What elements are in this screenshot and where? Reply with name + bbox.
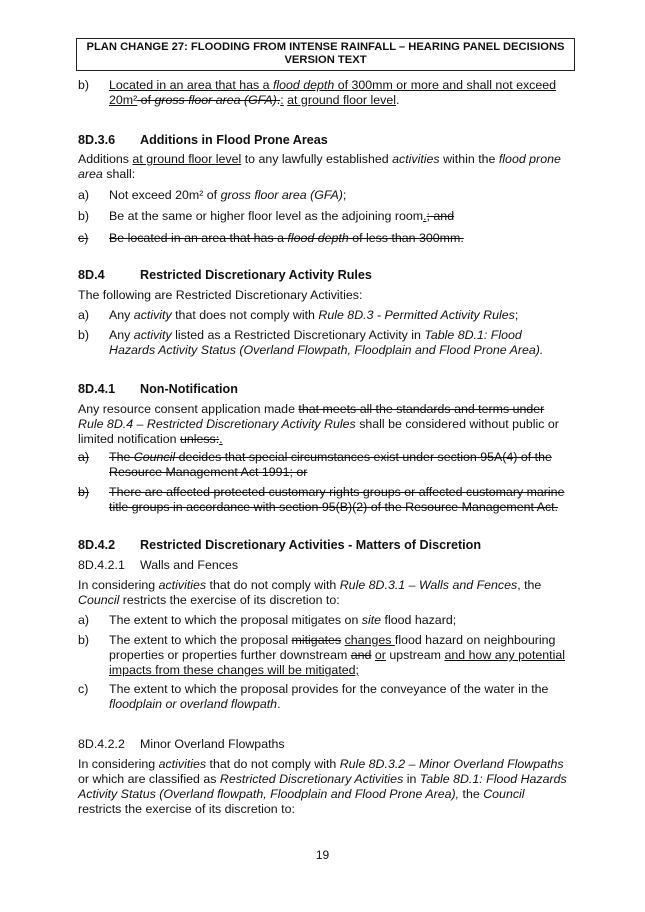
list-item: b) Any activity listed as a Restricted Discretionary Activity in Table 8D.1: Flood Hazards Activity Status (Overland Flowpath, Floodplain and Flood Prone Area). [78, 328, 544, 357]
paragraph: In considering activities that do not comply with Rule 8D.3.1 – Walls and Fences, the Council restricts the exercise of its discretion to: [78, 578, 542, 607]
paragraph: Any resource consent application made that meets all the standards and terms under Rule 8D.4 – Restricted Discretionary Activity Rules shall be considered without public or limited notification unless:. [78, 402, 559, 446]
list-item: a) The extent to which the proposal mitigates on site flood hazard; [78, 613, 457, 627]
list-text: Located in an area that has a flood depth of 300mm or more and shall not exceed 20m² of gross floor area (GFA).: at ground floor level. [109, 78, 557, 107]
section-number: 8D.3.6 [78, 133, 116, 147]
header-subtitle: VERSION TEXT [284, 54, 367, 66]
header-title: PLAN CHANGE 27: FLOODING FROM INTENSE RAINFALL – HEARING PANEL DECISIONS [86, 41, 565, 53]
section-heading: 8D.4.1 Non-Notification [78, 382, 238, 396]
list-item: c) The extent to which the proposal provides for the conveyance of the water in the floodplain or overland flowpath. [78, 682, 549, 711]
subsection-heading: 8D.4.2.1 Walls and Fences [78, 558, 239, 572]
paragraph: In considering activities that do not comply with Rule 8D.3.2 – Minor Overland Flowpaths or which are classified as Restricted Discretionary Activities in Table 8D.1: Flood Hazards Activity Status (Overland flowpath, Floodplain and Flood Prone Area), the Council restricts the exercise of its discretion to: [78, 757, 567, 816]
page-number: 19 [315, 848, 330, 862]
subsection-heading: 8D.4.2.2 Minor Overland Flowpaths [78, 737, 285, 751]
section-heading [78, 133, 568, 148]
list-item: b) Be at the same or higher floor level as the adjoining room.; and [78, 209, 455, 223]
list-item: a) The Council decides that special circumstances exist under section 95A(4) of the Resource Management Act 1991; or [78, 450, 552, 479]
list-item: c) Be located in an area that has a flood depth of less than 300mm. [78, 231, 464, 245]
paragraph: Additions at ground floor level to any lawfully established activities within the flood prone area shall: [78, 152, 561, 181]
section-title: Additions in Flood Prone Areas [140, 133, 328, 147]
list-item: b) The extent to which the proposal mitigates changes flood hazard on neighbouring properties or properties further downstream and or upstream and how any potential impacts from these changes will be mitigated; [78, 633, 566, 677]
section-heading: 8D.4.2 Restricted Discretionary Activities - Matters of Discretion [78, 538, 482, 552]
paragraph: The following are Restricted Discretionary Activities: [78, 288, 363, 302]
document-header [76, 38, 575, 71]
list-item: a) Not exceed 20m² of gross floor area (GFA); [78, 188, 347, 202]
list-item: a) Any activity that does not comply with Rule 8D.3 - Permitted Activity Rules; [78, 308, 519, 322]
list-item [78, 78, 568, 108]
section-heading: 8D.4 Restricted Discretionary Activity Rules [78, 268, 372, 282]
list-item: b) There are affected protected customary rights groups or affected customary marine title groups in accordance with section 95(B)(2) of the Resource Management Act. [78, 485, 565, 514]
list-label: b) [78, 78, 90, 92]
